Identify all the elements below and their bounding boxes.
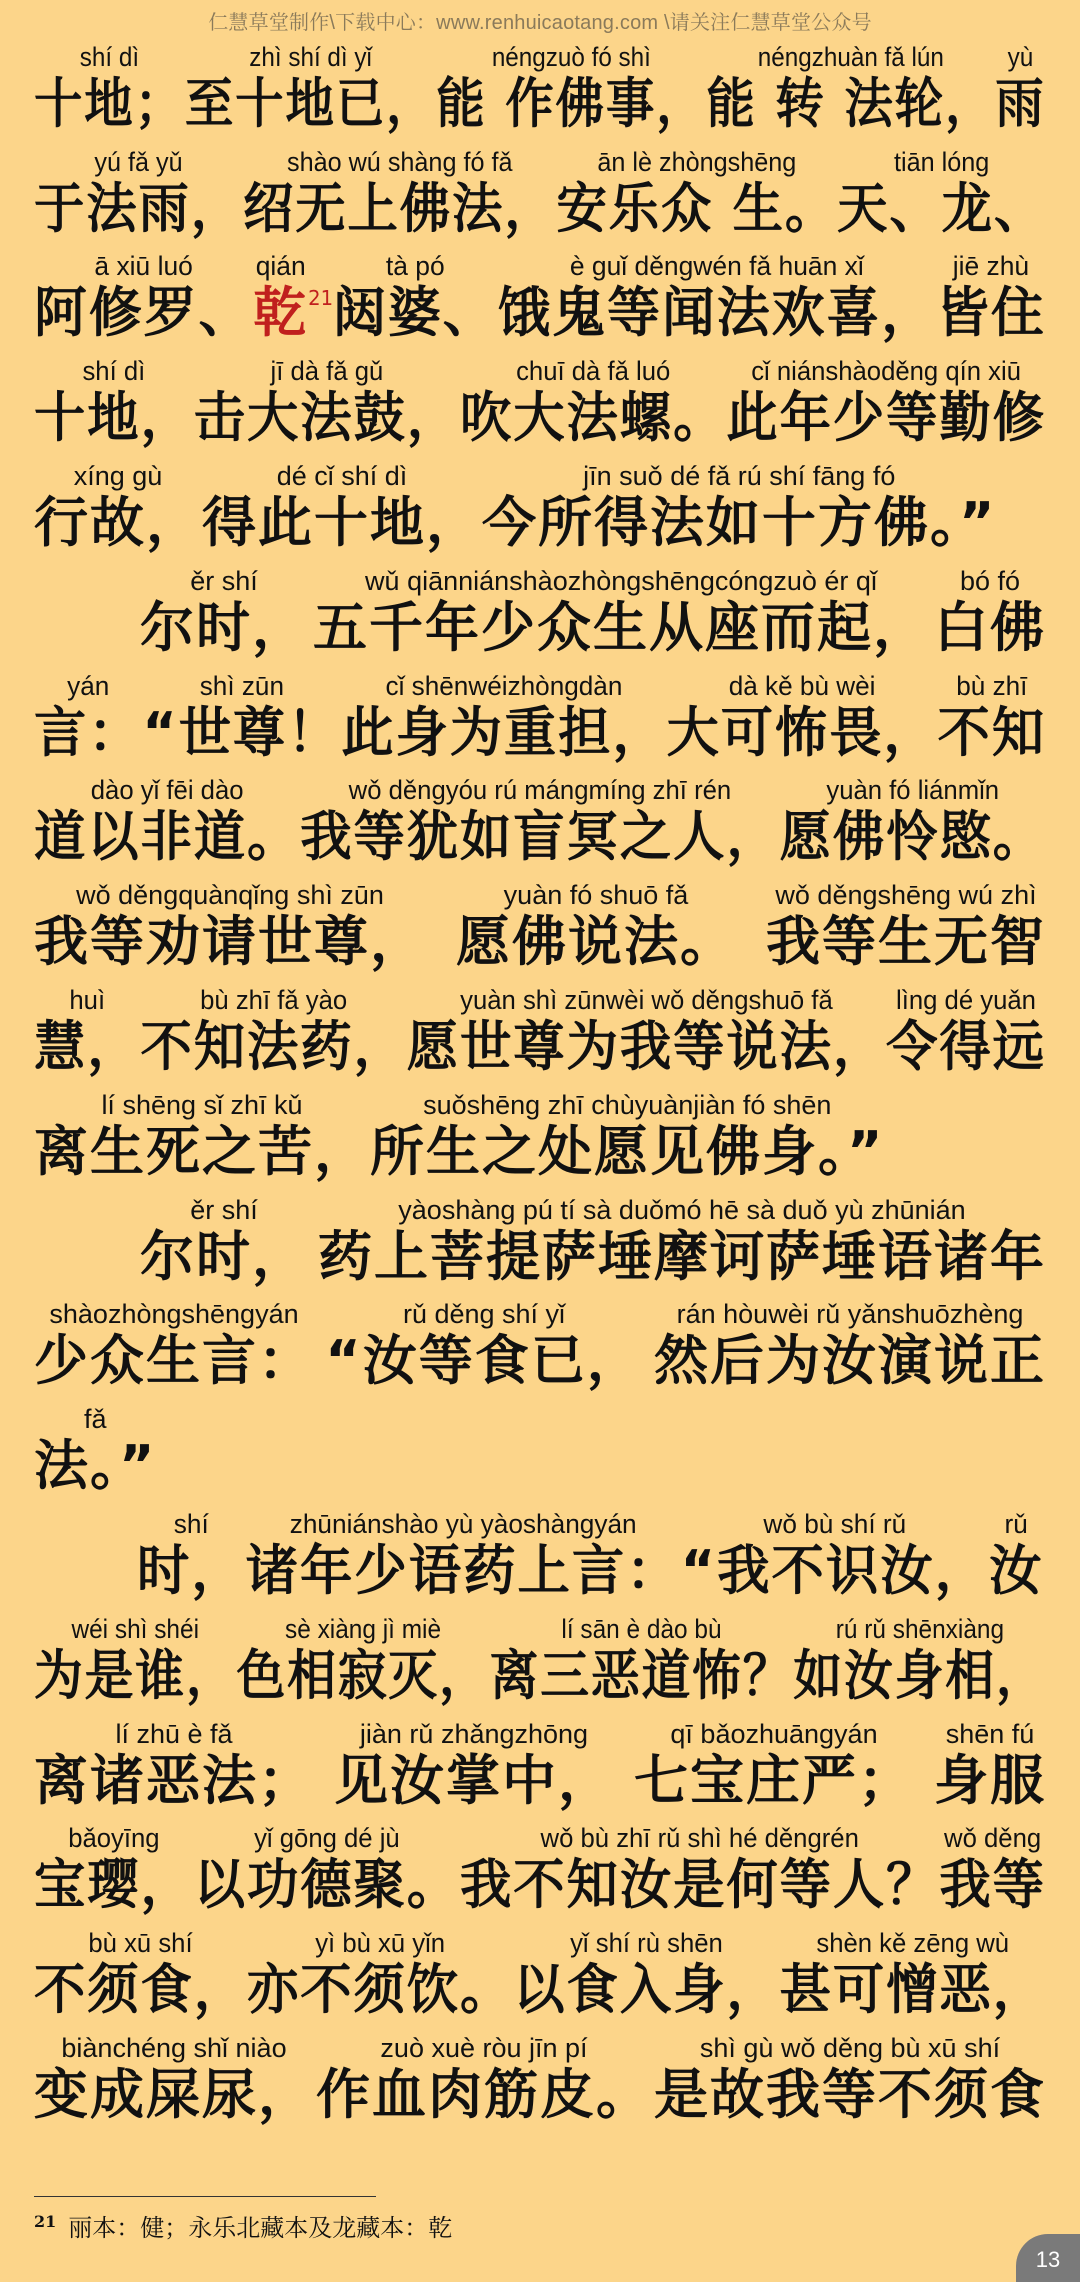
- pinyin: rú rǔ shēnxiàng: [835, 1613, 1005, 1644]
- hanzi: 愿佛说法。: [456, 910, 736, 974]
- pinyin: xíng gù: [73, 460, 163, 491]
- pinyin: dà kě bù wèi: [728, 670, 876, 701]
- hanzi: 然后为汝演说正: [654, 1329, 1046, 1393]
- pinyin: jīn suǒ dé fǎ rú shí fāng fó: [583, 460, 896, 491]
- pinyin-annotated-phrase: [793, 1613, 1046, 1707]
- pinyin: tà pó: [385, 251, 445, 282]
- hanzi: 为是谁，: [34, 1643, 237, 1707]
- pinyin: zuò xuè ròu jīn pí: [380, 2032, 588, 2063]
- hanzi: 我等生无智: [766, 910, 1046, 974]
- pinyin-annotated-phrase: [34, 984, 141, 1078]
- hanzi: 以功德聚。: [193, 1853, 461, 1917]
- pinyin: shì zūn: [199, 670, 285, 701]
- pinyin-annotated-phrase: [995, 41, 1045, 135]
- pinyin-annotated-phrase: [460, 355, 726, 449]
- pinyin: dào yǐ fēi dào: [90, 775, 244, 806]
- hanzi: 尔时，: [140, 1224, 308, 1288]
- pinyin: rán hòuwèi rǔ yǎnshuōzhèng: [676, 1299, 1024, 1330]
- hanzi: 阿修罗、: [34, 281, 254, 345]
- hanzi: 我等劝请世尊，: [34, 910, 426, 974]
- text-line: [34, 240, 1046, 345]
- text-line: [34, 1602, 1047, 1707]
- hanzi: 闼婆、: [333, 281, 498, 345]
- text-line: [34, 973, 1046, 1078]
- hanzi: 我不知汝是何等人？: [460, 1853, 940, 1917]
- pinyin-annotated-phrase: [334, 1718, 614, 1812]
- text-line: [34, 764, 1046, 869]
- pinyin-annotated-phrase: [137, 1508, 246, 1602]
- pinyin: shào wú shàng fó fǎ: [286, 146, 513, 177]
- pinyin: yǐ shí rù shēn: [570, 1928, 723, 1959]
- page-header: 仁慧草堂制作\下载中心：www.renhuicaotang.com \请关注仁慧草堂公众号: [208, 12, 872, 34]
- pinyin: chuī dà fǎ luó: [516, 356, 671, 387]
- hanzi: 不须食，: [34, 1958, 248, 2022]
- pinyin-annotated-phrase: [325, 1298, 643, 1392]
- hanzi: 我等: [939, 1853, 1046, 1917]
- pinyin-annotated-phrase: [34, 2032, 314, 2126]
- pinyin: néngzuò fó shì: [491, 41, 651, 72]
- pinyin: jī dà fǎ gǔ: [270, 356, 384, 387]
- text-line: [34, 449, 1054, 554]
- hanzi: 色相寂灭，: [236, 1643, 490, 1707]
- pinyin: bù zhī: [956, 670, 1028, 701]
- hanzi: 绍无上佛法，: [242, 176, 557, 240]
- hanzi: 变成屎尿，: [34, 2062, 314, 2126]
- hanzi: 七宝庄严；: [634, 1748, 914, 1812]
- hanzi: 此身为重担，: [341, 700, 667, 764]
- pinyin: zhì shí dì yǐ: [249, 41, 372, 72]
- footnote-divider: [34, 2196, 376, 2197]
- hanzi: 吹大法螺。: [460, 386, 727, 450]
- pinyin: jiàn rǔ zhǎngzhōng: [359, 1718, 589, 1749]
- hanzi: 道以非道。: [34, 805, 301, 869]
- pinyin-annotated-phrase: [141, 984, 407, 1078]
- pinyin-annotated-phrase: [308, 286, 333, 310]
- pinyin: yàoshàng pú tí sà duǒmó hē sà duǒ yù zhūnián: [398, 1194, 966, 1225]
- pinyin: bó fó: [959, 565, 1021, 596]
- pinyin: wǒ děngyóu rú mángmíng zhī rén: [348, 775, 732, 806]
- pinyin-annotated-phrase: [780, 1927, 1046, 2021]
- pinyin: è guǐ děngwén fǎ huān xǐ: [569, 251, 864, 282]
- pinyin-annotated-phrase: [460, 1822, 939, 1916]
- text-line: [34, 344, 1046, 450]
- pinyin-annotated-phrase: [34, 146, 243, 240]
- pinyin: lí shēng sǐ zhī kǔ: [101, 1089, 303, 1120]
- pinyin-annotated-phrase: [706, 41, 995, 135]
- hanzi: 十地；: [34, 71, 185, 135]
- hanzi: 不知: [937, 700, 1047, 764]
- hanzi: 言：: [34, 700, 143, 764]
- pinyin-annotated-phrase: [142, 670, 341, 764]
- hanzi: 甚可憎恶，: [779, 1958, 1046, 2022]
- pinyin-annotated-phrase: [236, 1613, 489, 1707]
- pinyin: suǒshēng zhī chùyuànjiàn fó shēn: [423, 1089, 832, 1120]
- pinyin-annotated-phrase: [194, 1822, 460, 1916]
- pinyin-annotated-phrase: [300, 774, 779, 868]
- pinyin-annotated-phrase: [34, 1403, 157, 1497]
- pinyin: cǐ shēnwéizhòngdàn: [385, 670, 623, 701]
- hanzi: 诸年少语药上言：: [245, 1538, 681, 1602]
- pinyin: shàozhòngshēngyán: [49, 1299, 299, 1330]
- text-line: [34, 1183, 1054, 1288]
- pinyin: wǒ bù shí rǔ: [763, 1508, 907, 1539]
- hanzi: 尔时，: [140, 595, 308, 659]
- hanzi: 击大法鼓，: [193, 386, 461, 450]
- text-line: [34, 1497, 1044, 1602]
- hanzi: 皆住: [936, 281, 1046, 345]
- hanzi: 饿鬼等闻法欢喜，: [497, 281, 937, 345]
- pinyin-annotated-phrase: [726, 355, 1046, 449]
- pinyin: fǎ: [83, 1404, 107, 1435]
- pinyin: qián: [255, 251, 306, 282]
- pinyin: shí dì: [82, 356, 146, 387]
- pinyin: shēn fú: [945, 1718, 1035, 1749]
- text-line: [34, 135, 1047, 240]
- pinyin-annotated-phrase: [34, 774, 300, 868]
- hanzi: 不知法药，: [140, 1014, 407, 1078]
- pinyin-annotated-phrase: [936, 250, 1046, 344]
- hanzi: 白佛: [934, 595, 1046, 659]
- hanzi: 行故，: [34, 490, 202, 554]
- pinyin-annotated-phrase: [247, 1927, 513, 2021]
- pinyin: wǒ děngshēng wú zhì: [775, 880, 1037, 911]
- hanzi: 慧，: [34, 1014, 141, 1078]
- pinyin: biànchéng shǐ niào: [61, 2032, 287, 2063]
- pinyin: bǎoyīng: [68, 1823, 160, 1854]
- hanzi: 大可怖畏，: [666, 700, 938, 764]
- text-line: [34, 1288, 1054, 1393]
- pinyin: yù: [1007, 41, 1034, 72]
- pinyin: lí zhū è fǎ: [115, 1718, 233, 1749]
- pinyin: wǒ děng: [944, 1823, 1042, 1854]
- pinyin-annotated-phrase: [634, 1718, 914, 1812]
- pinyin: bù zhī fǎ yào: [200, 984, 348, 1015]
- page-number-badge: [1016, 2234, 1080, 2282]
- pinyin: rǔ: [1004, 1508, 1028, 1539]
- hanzi: 于法雨，: [34, 176, 243, 240]
- hanzi: 至十地已，: [184, 71, 437, 135]
- pinyin-annotated-phrase: [34, 670, 142, 764]
- footnote-text: 丽本：健；永乐北藏本及龙藏本：乾: [68, 2214, 453, 2242]
- text-line: [34, 1812, 1046, 1917]
- pinyin: shí: [173, 1508, 209, 1539]
- hanzi: 时，: [136, 1538, 246, 1602]
- pinyin-annotated-phrase: [837, 146, 1046, 240]
- hanzi: 所生之处愿见佛身。”: [370, 1119, 885, 1183]
- hanzi: 宝璎，: [34, 1853, 194, 1917]
- pinyin-annotated-phrase: [667, 670, 938, 764]
- pinyin-annotated-phrase: [140, 1194, 308, 1288]
- hanzi: 天、龙、: [837, 176, 1047, 240]
- pinyin: shì gù wǒ děng bù xū shí: [699, 2032, 1001, 2063]
- pinyin: yuàn fó liánmǐn: [826, 775, 1000, 806]
- hanzi: 愿世尊为我等说法，: [406, 1014, 887, 1078]
- pinyin-annotated-phrase: [938, 670, 1046, 764]
- pinyin: néngzhuàn fǎ lún: [757, 41, 944, 72]
- text-line: [34, 1078, 1054, 1183]
- hanzi: 五千年少众生从座而起，: [313, 595, 929, 659]
- pinyin: huì: [69, 984, 106, 1015]
- pinyin: ā xiū luó: [94, 251, 193, 282]
- pinyin-annotated-phrase: [654, 2032, 1046, 2126]
- text-line: [34, 1392, 1054, 1497]
- pinyin-annotated-phrase: [780, 774, 1046, 868]
- pinyin-annotated-phrase: [318, 1194, 1046, 1288]
- pinyin-annotated-phrase: [989, 1508, 1043, 1602]
- text-line: [34, 868, 1054, 973]
- hanzi: 安乐众 生。: [556, 176, 838, 240]
- pinyin: shèn kě zēng wù: [816, 1928, 1010, 1959]
- hanzi: 以食入身，: [513, 1958, 780, 2022]
- text-line: [34, 554, 1054, 659]
- pinyin: lìng dé yuǎn: [896, 984, 1036, 1015]
- pinyin: yuàn shì zūnwèi wǒ děngshuō fǎ: [460, 984, 833, 1015]
- pinyin-annotated-phrase: [886, 984, 1046, 1078]
- text-line: [34, 659, 1047, 764]
- hanzi: 此年少等勤修: [726, 386, 1046, 450]
- pinyin: dé cǐ shí dì: [276, 460, 408, 491]
- pinyin: lí sān è dào bù: [561, 1613, 722, 1644]
- hanzi: 少众生言：: [34, 1329, 314, 1393]
- pinyin: qī bǎozhuāngyán: [670, 1718, 878, 1749]
- pinyin-annotated-phrase: [34, 250, 253, 344]
- pinyin-annotated-phrase: [34, 355, 194, 449]
- hanzi: 愿佛怜愍。: [779, 805, 1046, 869]
- hanzi: 身服: [934, 1748, 1046, 1812]
- hanzi: 令得远: [886, 1014, 1046, 1078]
- pinyin: bù xū shí: [88, 1928, 193, 1959]
- pinyin-annotated-phrase: [370, 1089, 885, 1183]
- pinyin-annotated-phrase: [34, 41, 185, 135]
- footnote-marker: 21: [308, 286, 334, 311]
- pinyin-annotated-phrase: [313, 565, 929, 659]
- pinyin-annotated-phrase: [253, 250, 308, 344]
- pinyin-annotated-phrase: [34, 1298, 314, 1392]
- pinyin-annotated-phrase: [185, 41, 436, 135]
- pinyin: yú fǎ yǔ: [94, 146, 183, 177]
- pinyin: shí dì: [79, 41, 140, 72]
- hanzi: 是故我等不须食: [654, 2062, 1046, 2126]
- pinyin-annotated-phrase: [333, 250, 497, 344]
- pinyin-annotated-phrase: [34, 1927, 247, 2021]
- pinyin-annotated-phrase: [202, 460, 482, 554]
- hanzi: 能 转 法轮，: [706, 71, 996, 135]
- pinyin-annotated-phrase: [456, 879, 736, 973]
- hanzi: 十地，: [34, 386, 194, 450]
- pinyin-annotated-phrase: [194, 355, 460, 449]
- pinyin: yuàn fó shuō fǎ: [503, 880, 689, 911]
- pinyin-annotated-phrase: [436, 41, 706, 135]
- pinyin-annotated-phrase: [34, 879, 426, 973]
- pinyin-annotated-phrase: [34, 460, 202, 554]
- pinyin: ěr shí: [190, 1194, 258, 1225]
- pinyin-annotated-phrase: [766, 879, 1046, 973]
- pinyin: jiē zhù: [952, 251, 1030, 282]
- pinyin: yán: [67, 670, 110, 701]
- pinyin-annotated-phrase: [939, 1822, 1046, 1916]
- pinyin-annotated-phrase: [34, 1089, 370, 1183]
- pinyin-annotated-phrase: [140, 565, 308, 659]
- pinyin: wéi shì shéi: [71, 1613, 200, 1644]
- hanzi: 雨: [995, 71, 1046, 135]
- hanzi: 法。”: [34, 1434, 157, 1498]
- pinyin-annotated-phrase: [654, 1298, 1046, 1392]
- page-number: 13: [1035, 2247, 1061, 2272]
- hanzi: “我不识汝，: [680, 1538, 989, 1602]
- pinyin: wǒ bù zhī rǔ shì hé děngrén: [540, 1823, 859, 1854]
- hanzi: 离诸恶法；: [34, 1748, 314, 1812]
- pinyin-annotated-phrase: [934, 565, 1046, 659]
- pinyin-annotated-phrase: [34, 1822, 194, 1916]
- pinyin-annotated-phrase: [34, 1613, 236, 1707]
- hanzi: 乾: [253, 281, 309, 345]
- footnote: [34, 2208, 452, 2243]
- pinyin: yì bù xū yǐn: [315, 1928, 446, 1959]
- pinyin: rǔ děng shí yǐ: [402, 1299, 566, 1330]
- pinyin-annotated-phrase: [243, 146, 556, 240]
- text-line: [34, 1916, 1046, 2022]
- pinyin: wǒ děngquànqǐng shì zūn: [76, 880, 384, 911]
- pinyin-annotated-phrase: [513, 1927, 779, 2021]
- hanzi: 今所得法如十方佛。”: [482, 490, 997, 554]
- pinyin: yǐ gōng dé jù: [254, 1823, 400, 1854]
- hanzi: 药上菩提萨埵摩诃萨埵语诸年: [318, 1224, 1046, 1288]
- pinyin-annotated-phrase: [556, 146, 837, 240]
- text-line: [34, 2021, 1054, 2126]
- text-line: [34, 30, 1046, 135]
- hanzi: 汝: [988, 1538, 1044, 1602]
- scripture-body: [34, 30, 1054, 2126]
- footnote-number: 21: [34, 2212, 57, 2231]
- pinyin-annotated-phrase: [490, 1613, 794, 1707]
- pinyin: wǔ qiānniánshàozhòngshēngcóngzuò ér qǐ: [365, 565, 877, 596]
- pinyin-annotated-phrase: [316, 2032, 652, 2126]
- hanzi: 得此十地，: [202, 490, 482, 554]
- pinyin-annotated-phrase: [498, 250, 937, 344]
- pinyin: zhūniánshào yù yàoshàngyán: [289, 1508, 637, 1539]
- pinyin: sè xiàng jì miè: [285, 1613, 442, 1644]
- hanzi: 见汝掌中，: [334, 1748, 614, 1812]
- hanzi: 离生死之苦，: [34, 1119, 370, 1183]
- pinyin-annotated-phrase: [246, 1508, 681, 1602]
- pinyin-annotated-phrase: [407, 984, 886, 1078]
- pinyin-annotated-phrase: [341, 670, 666, 764]
- hanzi: “世尊！: [142, 700, 342, 764]
- pinyin-annotated-phrase: [681, 1508, 989, 1602]
- hanzi: 离三恶道怖？: [489, 1643, 794, 1707]
- pinyin: tiān lóng: [894, 146, 990, 177]
- pinyin-annotated-phrase: [934, 1718, 1046, 1812]
- hanzi: 作血肉筋皮。: [316, 2062, 652, 2126]
- pinyin-annotated-phrase: [482, 460, 997, 554]
- hanzi: 能 作佛事，: [436, 71, 707, 135]
- pinyin-annotated-phrase: [34, 1718, 314, 1812]
- hanzi: 如汝身相，: [793, 1643, 1047, 1707]
- hanzi: “汝等食已，: [325, 1329, 643, 1393]
- hanzi: 我等犹如盲冥之人，: [300, 805, 780, 869]
- pinyin: ěr shí: [190, 565, 258, 596]
- pinyin: ān lè zhòngshēng: [597, 146, 797, 177]
- hanzi: 亦不须饮。: [247, 1958, 514, 2022]
- text-line: [34, 1707, 1054, 1812]
- pinyin: cǐ niánshàoděng qín xiū: [751, 356, 1022, 387]
